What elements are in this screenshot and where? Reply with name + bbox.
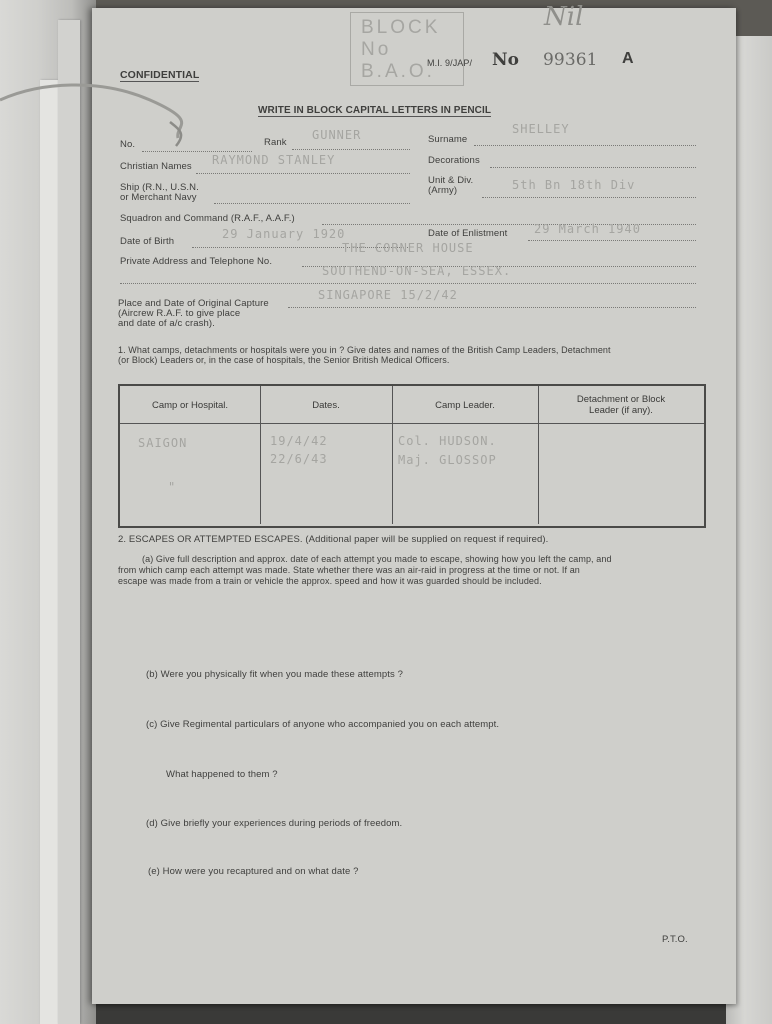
christian-names-value: RAYMOND STANLEY xyxy=(212,153,336,167)
enlistment-label: Date of Enlistment xyxy=(428,228,508,239)
stamp-line: BLOCK xyxy=(361,17,441,38)
ship-line xyxy=(214,203,410,204)
capture-label: (Aircrew R.A.F. to give place xyxy=(118,308,241,319)
column-header: Detachment or Block xyxy=(576,394,666,405)
column-header: Leader (if any). xyxy=(589,405,653,416)
handwritten-nil: Nil xyxy=(544,2,584,32)
surname-value: SHELLEY xyxy=(512,122,570,136)
instruction-heading: WRITE IN BLOCK CAPITAL LETTERS IN PENCIL xyxy=(258,105,492,116)
question-2c-followup: What happened to them ? xyxy=(166,769,278,780)
address-line xyxy=(120,283,696,284)
christian-names-line xyxy=(196,173,410,174)
address-value: THE CORNER HOUSE xyxy=(342,241,474,255)
stamp-line: No xyxy=(361,39,392,60)
table-header-divider xyxy=(120,423,704,424)
capture-line xyxy=(288,307,696,308)
no-label: No. xyxy=(120,139,136,150)
table-cell-dates: 19/4/42 xyxy=(270,434,328,448)
rank-line xyxy=(292,149,410,150)
table-cell-leader: Col. HUDSON. xyxy=(398,434,497,448)
unit-line xyxy=(482,197,696,198)
table-cell-dates: 22/6/43 xyxy=(270,452,328,466)
stamp-line: B.A.O. xyxy=(361,61,435,82)
enlistment-line xyxy=(528,240,696,241)
ship-label: Ship (R.N., U.S.N. xyxy=(120,182,199,193)
rank-label: Rank xyxy=(264,137,287,148)
decorations-label: Decorations xyxy=(428,155,480,166)
surname-line xyxy=(474,145,696,146)
dob-label: Date of Birth xyxy=(120,236,175,247)
confidential-label: CONFIDENTIAL xyxy=(120,69,200,81)
question-2c: (c) Give Regimental particulars of anyone who accompanied you on each attempt. xyxy=(146,719,500,730)
capture-label: Place and Date of Original Capture xyxy=(118,298,269,309)
folder-spine xyxy=(0,0,96,1024)
form-page xyxy=(92,2,736,1004)
table-cell-camp: " xyxy=(168,480,177,494)
pto-label: P.T.O. xyxy=(662,934,688,945)
block-stamp xyxy=(350,12,464,86)
unit-label: Unit & Div. xyxy=(428,175,474,186)
question-2a: from which camp each attempt was made. State whether there was an air-raid in progress at the time or not. If an xyxy=(118,565,580,575)
number-label: No xyxy=(492,50,520,70)
folder-page-edge xyxy=(58,20,80,1024)
table-cell-camp: SAIGON xyxy=(138,436,188,450)
enlistment-value: 29 March 1940 xyxy=(534,222,641,236)
rank-value: GUNNER xyxy=(312,128,362,142)
question-2a: escape was made from a train or vehicle the approx. speed and how it was guarded should be included. xyxy=(118,576,542,586)
capture-value: SINGAPORE 15/2/42 xyxy=(318,288,458,302)
ship-label: or Merchant Navy xyxy=(120,192,197,203)
address-value: SOUTHEND-ON-SEA, ESSEX. xyxy=(322,264,512,278)
dob-value: 29 January 1920 xyxy=(222,227,346,241)
unit-label: (Army) xyxy=(428,185,458,196)
form-suffix: A xyxy=(622,50,634,67)
question-2a: (a) Give full description and approx. date of each attempt you made to escape, showing how you left the camp, and xyxy=(142,554,612,564)
form-number: 99361 xyxy=(543,50,598,70)
question-2e: (e) How were you recaptured and on what date ? xyxy=(148,866,359,877)
table-cell-leader: Maj. GLOSSOP xyxy=(398,453,497,467)
column-header: Dates. xyxy=(312,400,340,411)
camps-table xyxy=(118,384,706,528)
question-1: (or Block) Leaders or, in the case of hospitals, the Senior British Medical Officers. xyxy=(118,355,450,365)
question-2d: (d) Give briefly your experiences during periods of freedom. xyxy=(146,818,403,829)
column-header: Camp or Hospital. xyxy=(151,400,229,411)
form-reference: M.I. 9/JAP/ xyxy=(427,58,473,68)
capture-label: and date of a/c crash). xyxy=(118,318,215,329)
no-line xyxy=(142,151,252,152)
surname-label: Surname xyxy=(428,134,468,145)
question-2-title: 2. ESCAPES OR ATTEMPTED ESCAPES. (Additional paper will be supplied on request if required). xyxy=(118,534,549,545)
question-1: 1. What camps, detachments or hospitals were you in ? Give dates and names of the British Camp Leaders, Detachment xyxy=(118,345,611,355)
column-header: Camp Leader. xyxy=(435,400,495,411)
squadron-label: Squadron and Command (R.A.F., A.A.F.) xyxy=(120,213,295,224)
unit-value: 5th Bn 18th Div xyxy=(512,178,636,192)
decorations-line xyxy=(490,167,696,168)
address-label: Private Address and Telephone No. xyxy=(120,256,273,267)
christian-names-label: Christian Names xyxy=(120,161,192,172)
question-2b: (b) Were you physically fit when you made these attempts ? xyxy=(146,669,403,680)
